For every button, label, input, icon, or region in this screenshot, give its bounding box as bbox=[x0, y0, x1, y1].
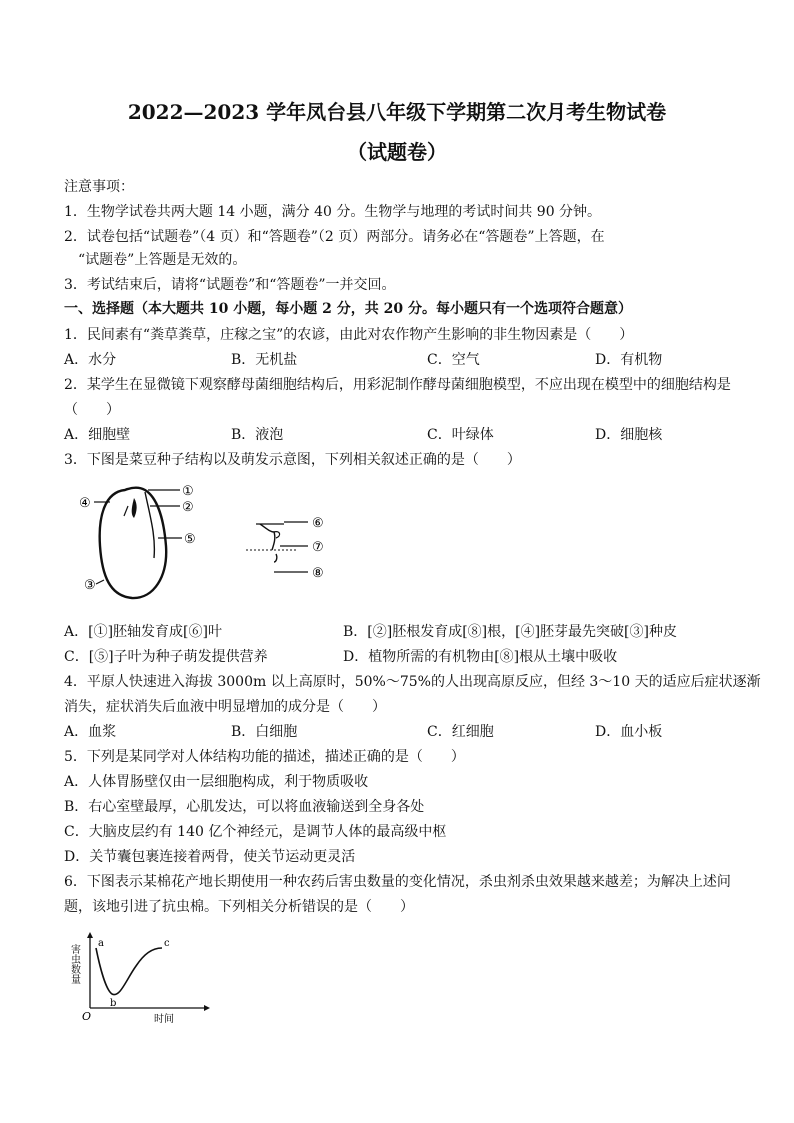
q4-option-a: A．血浆 bbox=[64, 724, 117, 740]
q4-stem-cont: 消失，症状消失后血液中明显增加的成分是（ ） bbox=[64, 699, 386, 715]
bean-seed-diagram bbox=[70, 476, 340, 616]
label-1: ① bbox=[182, 484, 194, 499]
label-8: ⑧ bbox=[312, 566, 324, 581]
note-item-2-cont: “试题卷”上答题是无效的。 bbox=[78, 252, 247, 268]
point-label-a: a bbox=[98, 938, 104, 949]
q5-option-c: C．大脑皮层约有 140 亿个神经元，是调节人体的最高级中枢 bbox=[64, 824, 447, 840]
q1-option-d: D．有机物 bbox=[595, 352, 663, 368]
q4-stem: 4．平原人快速进入海拔 3000m 以上高原时，50%～75%的人出现高原反应，但经 3～10 天的适应后症状逐渐 bbox=[64, 674, 761, 690]
note-item-1: 1．生物学试卷共两大题 14 小题，满分 40 分。生物学与地理的考试时间共 90 分钟。 bbox=[64, 204, 602, 220]
q2-stem-cont: （ ） bbox=[64, 402, 120, 418]
q1-option-b: B．无机盐 bbox=[231, 352, 298, 368]
exam-title: 2022—2023 学年凤台县八年级下学期第二次月考生物试卷 bbox=[127, 100, 667, 124]
q6-stem: 6．下图表示某棉花产地长期使用一种农药后害虫数量的变化情况，杀虫剂杀虫效果越来越差；为解决上述问 bbox=[64, 874, 731, 890]
q3-option-b: B．[②]胚根发育成[⑧]根，[④]胚芽最先突破[③]种皮 bbox=[343, 624, 677, 640]
q6-stem-cont: 题，该地引进了抗虫棉。下列相关分析错误的是（ ） bbox=[64, 899, 414, 915]
label-2: ② bbox=[182, 500, 194, 515]
q5-option-b: B．右心室壁最厚，心肌发达，可以将血液输送到全身各处 bbox=[64, 799, 425, 815]
pest-population-chart bbox=[70, 928, 220, 1028]
q2-option-b: B．液泡 bbox=[231, 427, 284, 443]
notes-heading: 注意事项： bbox=[64, 179, 134, 195]
point-label-b: b bbox=[110, 998, 117, 1009]
note-item-2: 2．试卷包括“试题卷”（4 页）和“答题卷”（2 页）两部分。请务必在“答题卷”上答题，在 bbox=[64, 229, 605, 245]
q5-stem: 5．下列是某同学对人体结构功能的描述，描述正确的是（ ） bbox=[64, 749, 465, 765]
q4-option-d: D．血小板 bbox=[595, 724, 663, 740]
q4-option-c: C．红细胞 bbox=[427, 724, 494, 740]
q3-option-a: A．[①]胚轴发育成[⑥]叶 bbox=[64, 624, 222, 640]
pest-curve bbox=[96, 948, 162, 995]
label-6: ⑥ bbox=[312, 516, 324, 531]
origin-label: O bbox=[82, 1010, 92, 1023]
q1-stem: 1．民间素有“粪草粪草，庄稼之宝”的农谚，由此对农作物产生影响的非生物因素是（ ） bbox=[64, 327, 634, 343]
section-heading: 一、选择题（本大题共 10 小题，每小题 2 分，共 20 分。每小题只有一个选项符合题意） bbox=[64, 301, 632, 317]
y-axis-label: 害虫数量 bbox=[68, 944, 80, 984]
q2-option-d: D．细胞核 bbox=[595, 427, 663, 443]
q3-stem: 3．下图是菜豆种子结构以及萌发示意图，下列相关叙述正确的是（ ） bbox=[64, 452, 521, 468]
q2-option-c: C．叶绿体 bbox=[427, 427, 494, 443]
label-4: ④ bbox=[79, 496, 91, 511]
label-3: ③ bbox=[84, 578, 96, 593]
q5-option-a: A．人体胃肠壁仅由一层细胞构成，利于物质吸收 bbox=[64, 774, 369, 790]
q3-option-d: D．植物所需的有机物由[⑧]根从土壤中吸收 bbox=[343, 649, 618, 665]
q1-option-c: C．空气 bbox=[427, 352, 480, 368]
q2-stem: 2．某学生在显微镜下观察酵母菌细胞结构后，用彩泥制作酵母菌细胞模型，不应出现在模型中的细胞结构是 bbox=[64, 377, 731, 393]
q2-option-a: A．细胞壁 bbox=[64, 427, 131, 443]
q1-option-a: A．水分 bbox=[64, 352, 117, 368]
label-5: ⑤ bbox=[184, 532, 196, 547]
q3-option-c: C．[⑤]子叶为种子萌发提供营养 bbox=[64, 649, 268, 665]
note-item-3: 3．考试结束后，请将“试题卷”和“答题卷”一并交回。 bbox=[64, 277, 396, 293]
x-axis-label: 时间 bbox=[154, 1014, 174, 1025]
point-label-c: c bbox=[164, 938, 170, 949]
exam-subtitle: （试题卷） bbox=[347, 140, 447, 164]
q5-option-d: D．关节囊包裹连接着两骨，使关节运动更灵活 bbox=[64, 849, 356, 865]
q4-option-b: B．白细胞 bbox=[231, 724, 298, 740]
label-7: ⑦ bbox=[312, 540, 324, 555]
